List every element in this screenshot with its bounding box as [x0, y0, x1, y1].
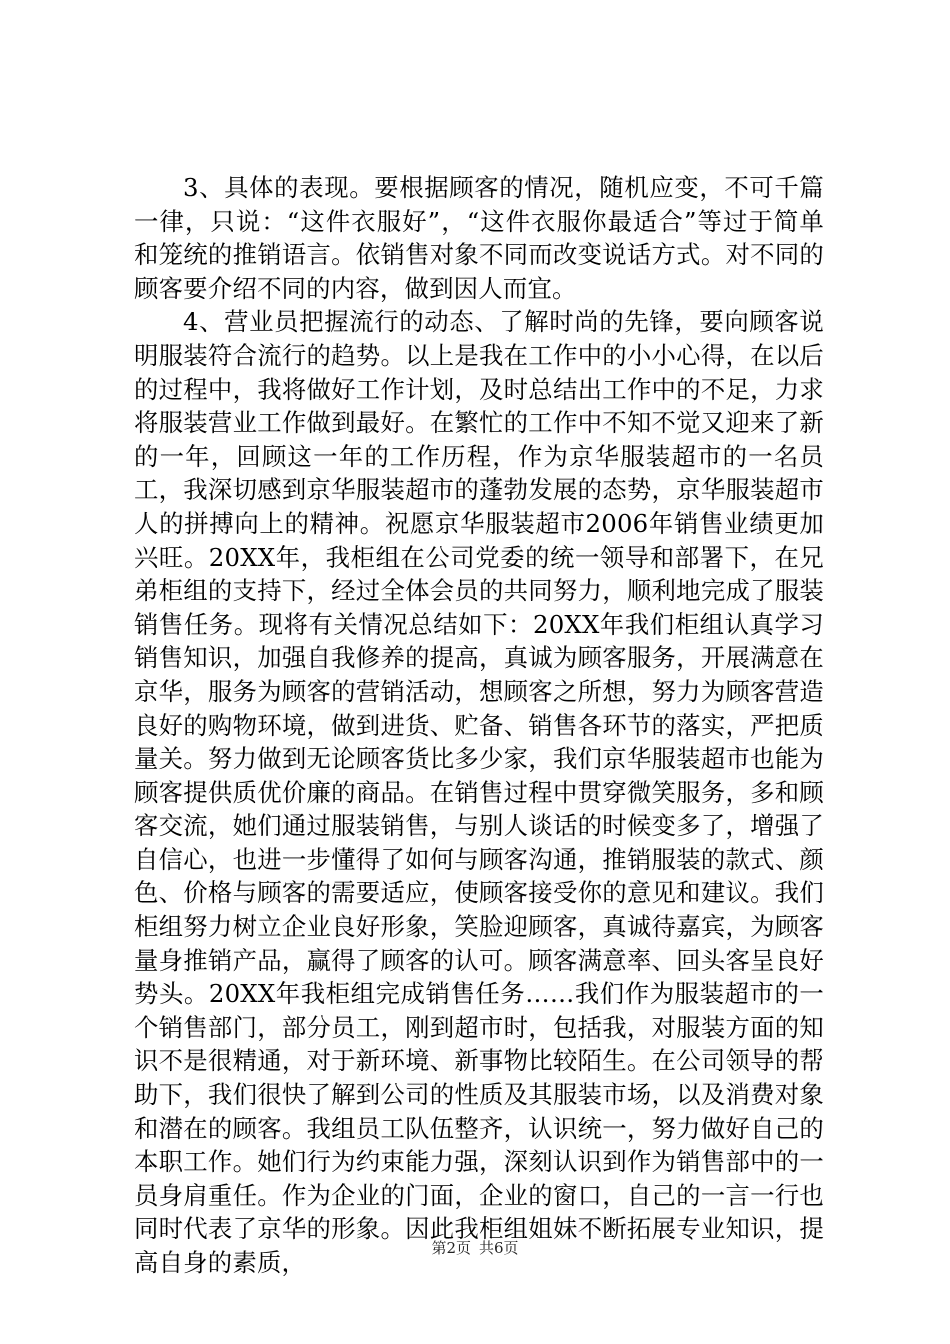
- paragraph-2: 4、营业员把握流行的动态、了解时尚的先锋，要向顾客说明服装符合流行的趋势。以上是我在工作中的小小心得，在以后的过程中，我将做好工作计划，及时总结出工作中的不足，力求将服装营业工作做到最好。在繁忙的工作中不知不觉又迎来了新的一年，回顾这一年的工作历程，作为京华服装超市的一名员工，我深切感到京华服装超市的蓬勃发展的态势，京华服装超市人的拼搏向上的精神。祝愿京华服装超市2006年销售业绩更加兴旺。20XX年，我柜组在公司党委的统一领导和部署下，在兄弟柜组的支持下，经过全体会员的共同努力，顺利地完成了服装销售任务。现将有关情况总结如下：20XX年我们柜组认真学习销售知识，加强自我修养的提高，真诚为顾客服务，开展满意在京华，服务为顾客的营销活动，想顾客之所想，努力为顾客营造良好的购物环境，做到进货、贮备、销售各环节的落实，严把质量关。努力做到无论顾客货比多少家，我们京华服装超市也能为顾客提供质优价廉的商品。在销售过程中贯穿微笑服务，多和顾客交流，她们通过服装销售，与别人谈话的时候变多了，增强了自信心，也进一步懂得了如何与顾客沟通，推销服装的款式、颜色、价格与顾客的需要适应，使顾客接受你的意见和建议。我们柜组努力树立企业良好形象，笑脸迎顾客，真诚待嘉宾，为顾客量身推销产品，赢得了顾客的认可。顾客满意率、回头客呈良好势头。20XX年我柜组完成销售任务……我们作为服装超市的一个销售部门，部分员工，刚到超市时，包括我，对服装方面的知识不是很精通，对于新环境、新事物比较陌生。在公司领导的帮助下，我们很快了解到公司的性质及其服装市场，以及消费对象和潜在的顾客。我组员工队伍整齐，认识统一，努力做好自己的本职工作。她们行为约束能力强，深刻认识到作为销售部中的一员身肩重任。作为企业的门面，企业的窗口，自己的一言一行也同时代表了京华的形象。因此我柜组姐妹不断拓展专业知识，提高自身的素质，: [134, 307, 824, 1277]
- page-number: 第2页: [431, 1239, 471, 1257]
- paragraph-1: 3、具体的表现。要根据顾客的情况，随机应变，不可千篇一律，只说：“这件衣服好”，“这件衣服你最适合”等过于简单和笼统的推销语言。依销售对象不同而改变说话方式。对不同的顾客要介绍不同的内容，做到因人而宜。: [134, 173, 824, 303]
- page-footer: [0, 1238, 950, 1258]
- page-total: 共6页: [479, 1239, 519, 1257]
- document-body: [134, 171, 824, 1280]
